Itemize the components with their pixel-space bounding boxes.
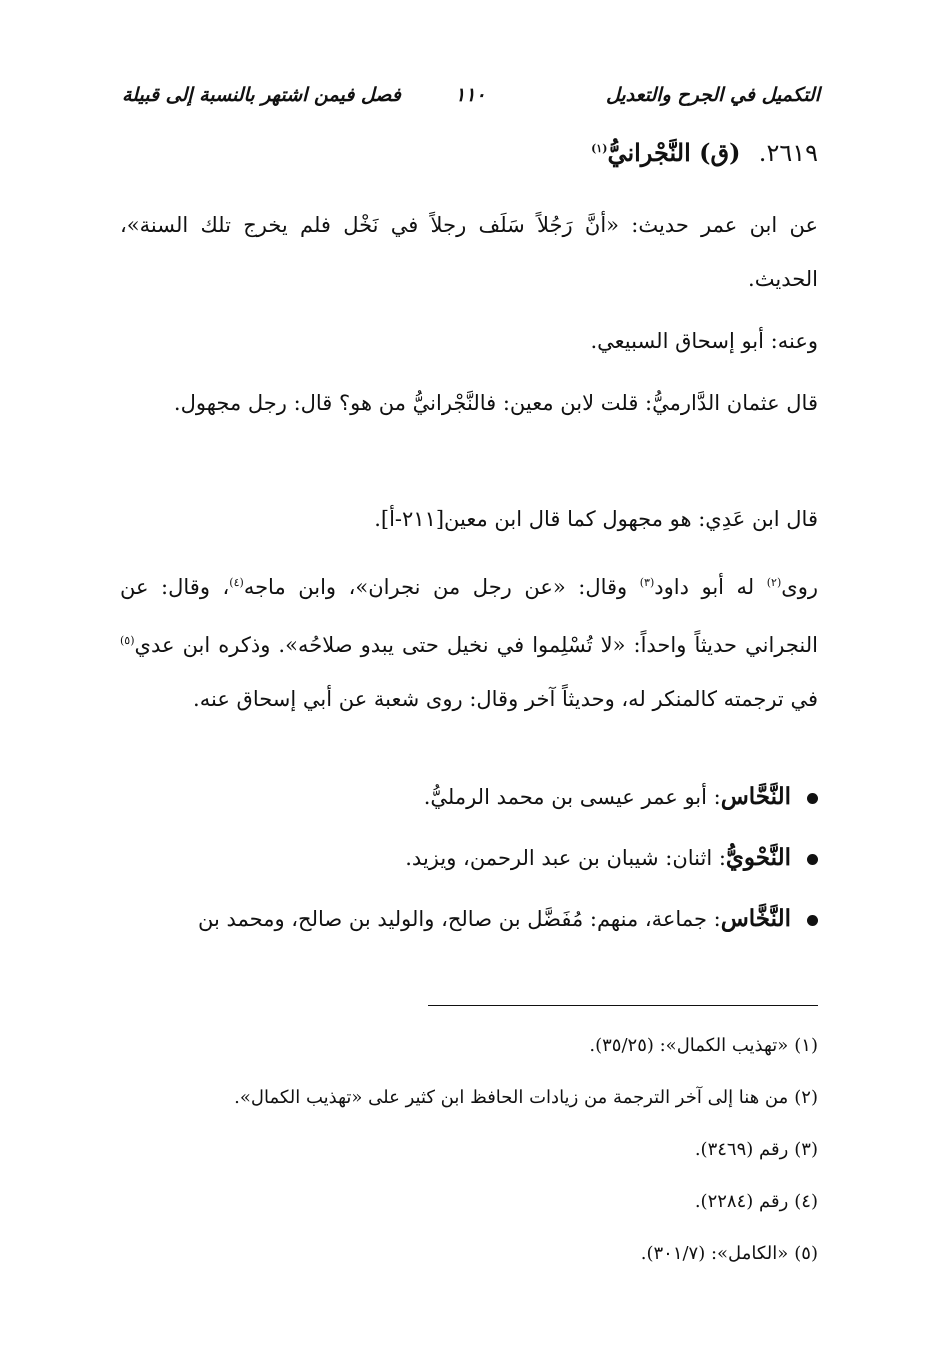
paragraph-narrations (120, 556, 818, 726)
text-run: له أبو داود (654, 575, 767, 599)
footnote (120, 1072, 818, 1124)
footnote (120, 1124, 818, 1176)
bullet-entry (120, 892, 818, 946)
footnote-ref: (٢) (766, 576, 782, 589)
footnote-text: «الكامل»: (٣٠١/٧). (640, 1243, 789, 1264)
footnote-ref: (١) (591, 142, 608, 155)
bullet-term: النَّخَّاس (720, 905, 791, 932)
text-run: وقال: «عن رجل من نجران»، وابن ماجه (243, 575, 640, 599)
footnote-divider (428, 1005, 818, 1006)
bullet-entry (120, 770, 818, 824)
bullet-text: : اثنان: شيبان بن عبد الرحمن، ويزيد. (405, 846, 726, 870)
footnote-text: رقم (٢٢٨٤). (694, 1191, 789, 1212)
footnote-number: (٤) (794, 1191, 818, 1212)
paragraph-hadith: عن ابن عمر حديث: «أنَّ رَجُلاً سَلَف رجلاً في نَخْل فلم يخرج تلك السنة»، الحديث. (120, 213, 818, 291)
footnote-number: (٥) (794, 1243, 818, 1264)
footnote-ref: (٣) (639, 576, 655, 589)
footnote (120, 1020, 818, 1072)
bullet-text: : جماعة، منهم: مُفَضَّل بن صالح، والوليد بن صالح، ومحمد بن (197, 907, 721, 931)
entry-name: (ق) النَّجْرانيُّ (607, 138, 741, 167)
entry-heading (591, 138, 818, 167)
footnote (120, 1176, 818, 1228)
bullet-icon (807, 793, 818, 804)
footnote-number: (٢) (794, 1087, 818, 1108)
text-run: في ترجمته كالمنكر له، وحديثاً آخر وقال: روى شعبة عن أبي إسحاق عنه. (193, 687, 818, 711)
header-section-title: فصل فيمن اشتهر بالنسبة إلى قبيلة (122, 84, 401, 106)
footnote (120, 1228, 818, 1280)
page-number: ١١٠ (455, 84, 486, 106)
header-book-title: التكميل في الجرح والتعديل (605, 84, 820, 106)
footnote-text: من هنا إلى آخر الترجمة من زيادات الحافظ ابن كثير على «تهذيب الكمال». (234, 1087, 789, 1108)
footnote-number: (٣) (794, 1139, 818, 1160)
bullet-icon (807, 915, 818, 926)
text-run: روى (781, 575, 818, 599)
bullet-icon (807, 854, 818, 865)
text-run: ، وقال: عن النجراني حديثاً واحداً: «لا تُسْلِموا في نخيل حتى يبدو صلاحُه». وذكره ابن عدي (120, 575, 818, 657)
paragraph-darimi: قال عثمان الدَّارميُّ: قلت لابن معين: فالنَّجْرانيُّ من هو؟ قال: رجل مجهول. (173, 391, 818, 415)
bullet-entry (120, 831, 818, 885)
footnote-text: «تهذيب الكمال»: (٣٥/٢٥). (589, 1035, 789, 1056)
footnote-ref: (٥) (120, 634, 135, 647)
bullet-term: النَّحْويُّ (725, 844, 791, 871)
bullet-term: النَّحَّاس (720, 783, 791, 810)
entry-number: ٢٦١٩. (758, 139, 818, 167)
running-header (122, 84, 820, 118)
bullet-text: : أبو عمر عيسى بن محمد الرمليُّ. (423, 785, 721, 809)
paragraph-narrator: وعنه: أبو إسحاق السبيعي. (590, 329, 818, 353)
paragraph-ibn-adi: قال ابن عَدِي: هو مجهول كما قال ابن معين[٢١١-أ]. (374, 507, 818, 531)
footnote-number: (١) (794, 1035, 818, 1056)
footnotes (120, 1020, 818, 1280)
footnote-text: رقم (٣٤٦٩). (694, 1139, 789, 1160)
footnote-ref: (٤) (229, 576, 244, 589)
